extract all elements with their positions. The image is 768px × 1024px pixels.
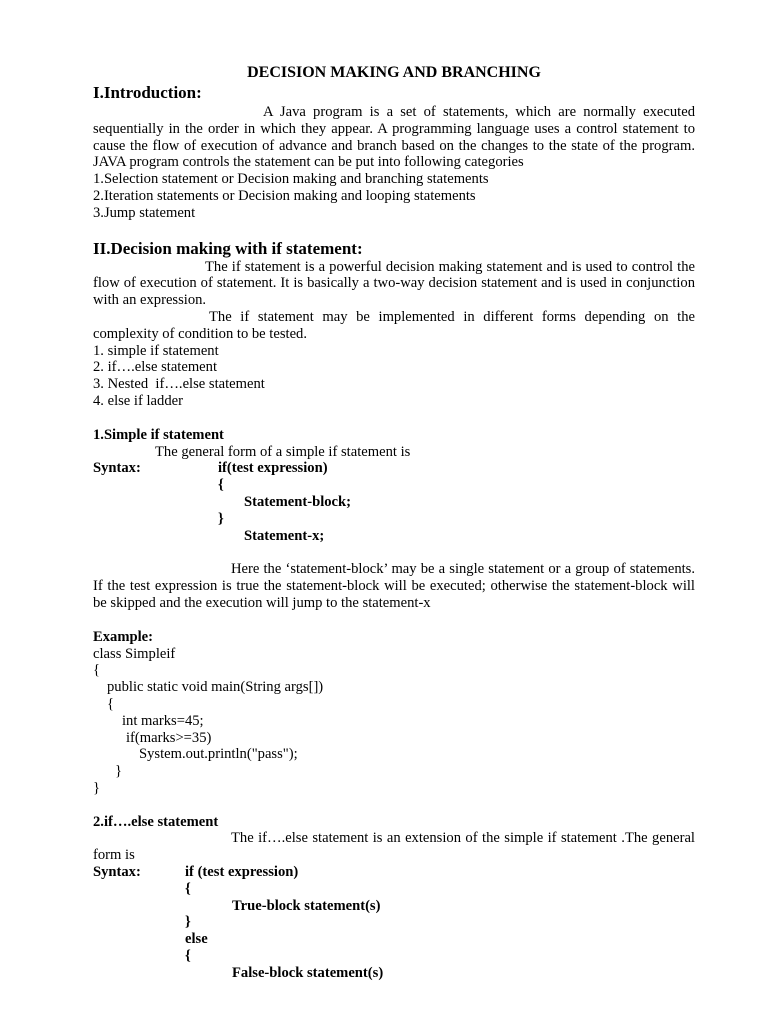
- if-else-intro: The if….else statement is an extension of the simple if statement .The general form is: [93, 830, 695, 864]
- code-line: {: [107, 695, 115, 712]
- code-line: }: [185, 914, 191, 931]
- list-item: 3. Nested if….else statement: [93, 376, 265, 393]
- code-line: if (test expression): [185, 864, 299, 881]
- spacer: [93, 222, 695, 239]
- code-line: True-block statement(s): [232, 897, 381, 914]
- code-line: int marks=45;: [122, 712, 204, 729]
- list-item: 1. simple if statement: [93, 342, 219, 359]
- list-item: 2.Iteration statements or Decision making and looping statements: [93, 187, 476, 204]
- code-line: {: [185, 948, 191, 965]
- if-section-heading: II.Decision making with if statement:: [93, 238, 363, 258]
- simple-if-heading: 1.Simple if statement: [93, 426, 224, 443]
- list-item: 3.Jump statement: [93, 204, 196, 221]
- code-line: {: [218, 477, 224, 494]
- spacer: [93, 797, 695, 814]
- syntax-lines: [185, 864, 383, 982]
- if-section-paragraph: The if statement may be implemented in different forms depending on the complexity of condition to be tested.: [93, 308, 695, 342]
- code-line: Statement-x;: [244, 527, 325, 544]
- simple-if-intro: The general form of a simple if statement is: [155, 443, 411, 460]
- code-line: public static void main(String args[]): [107, 679, 324, 696]
- code-line: if(test expression): [218, 460, 328, 477]
- syntax-lines: [218, 460, 351, 544]
- list-item: 2. if….else statement: [93, 359, 218, 376]
- spacer: [93, 410, 695, 427]
- code-line: }: [218, 510, 224, 527]
- code-line: if(marks>=35): [126, 729, 212, 746]
- page-title: DECISION MAKING AND BRANCHING: [247, 64, 541, 81]
- code-line: }: [115, 763, 123, 780]
- code-line: class Simpleif: [93, 645, 176, 662]
- if-section-paragraph: The if statement is a powerful decision making statement and is used to control the flow of execution of statement. It is basically a two-way decision statement and is used in conjunction with an expression.: [93, 258, 695, 309]
- if-else-heading: 2.if….else statement: [93, 813, 219, 830]
- list-item: 1.Selection statement or Decision making and branching statements: [93, 171, 489, 188]
- syntax-label: Syntax:: [93, 864, 141, 881]
- code-line: System.out.println("pass");: [139, 746, 298, 763]
- code-line: {: [185, 880, 191, 897]
- list-item: 4. else if ladder: [93, 392, 183, 409]
- code-line: False-block statement(s): [232, 964, 384, 981]
- code-example: [93, 646, 695, 797]
- simple-if-explanation: Here the ‘statement-block’ may be a single statement or a group of statements. If the test expression is true the statement-block will be executed; otherwise the statement-block will be skipped and the execution will jump to the statement-x: [93, 561, 695, 611]
- example-label: Example:: [93, 628, 153, 645]
- code-line: }: [93, 779, 101, 796]
- code-line: else: [185, 931, 208, 948]
- intro-heading: I.Introduction:: [93, 83, 202, 102]
- intro-paragraph: A Java program is a set of statements, which are normally executed sequentially in the order in which they appear. A programming language uses a control statement to cause the flow of execution of advance and branch based on the changes to the state of the program. JAVA program controls the statement can be put into following categories: [93, 104, 695, 171]
- spacer: [93, 544, 695, 561]
- code-line: {: [93, 662, 101, 679]
- code-line: Statement-block;: [244, 493, 352, 510]
- syntax-block: [93, 460, 695, 544]
- document-body: [93, 63, 695, 982]
- syntax-label: Syntax:: [93, 460, 141, 477]
- syntax-block: [93, 864, 695, 982]
- spacer: [93, 612, 695, 629]
